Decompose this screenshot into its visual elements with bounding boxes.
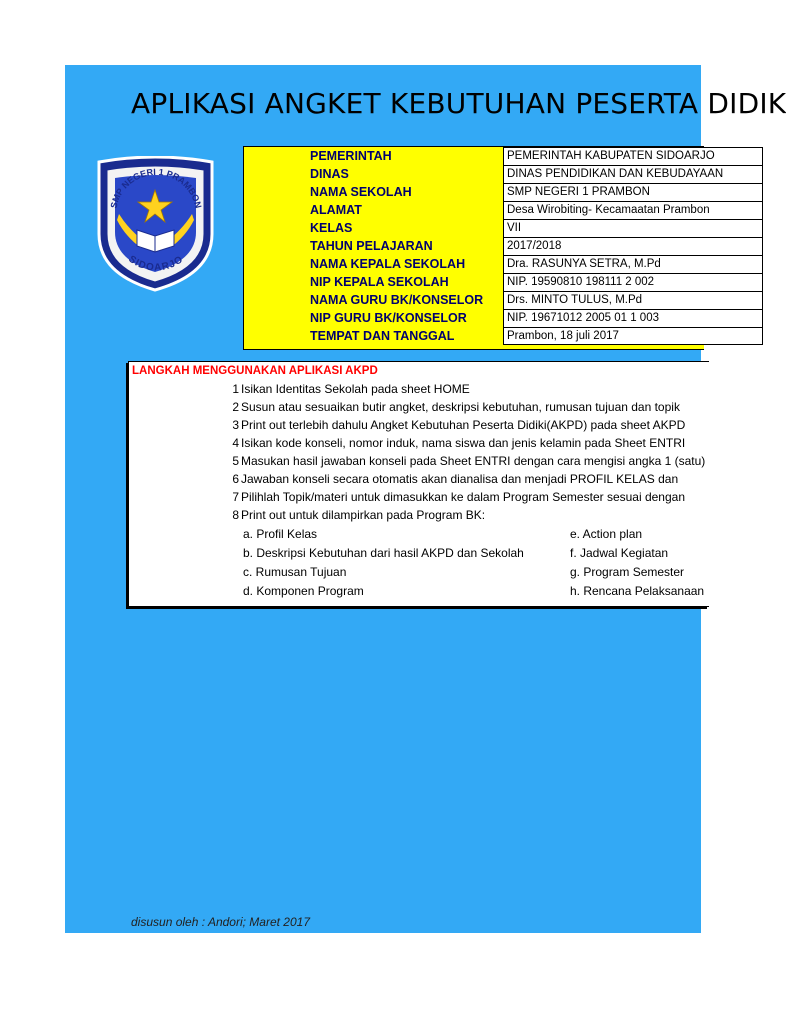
identity-value-cell[interactable]: NIP. 19590810 198111 2 002 — [503, 273, 763, 291]
identity-label: PEMERINTAH — [310, 149, 392, 163]
steps-heading: LANGKAH MENGGUNAKAN APLIKASI AKPD — [132, 365, 378, 377]
attachment-item: d. Komponen Program — [243, 584, 364, 598]
attachment-item: f. Jadwal Kegiatan — [570, 546, 669, 560]
attachment-item: c. Rumusan Tujuan — [243, 565, 347, 579]
step-number: 2 — [232, 400, 239, 414]
identity-value-cell[interactable]: 2017/2018 — [503, 237, 763, 255]
logo-top-text: SMP NEGERI 1 PRAMBON — [108, 166, 204, 210]
attachment-item: h. Rencana Pelaksanaan — [570, 584, 705, 598]
step-item — [229, 471, 678, 487]
step-text: Susun atau sesuaikan butir angket, deskripsi kebutuhan, rumusan tujuan dan topik — [241, 400, 680, 414]
identity-value-cell[interactable]: Dra. RASUNYA SETRA, M.Pd — [503, 255, 763, 273]
attachment-item: g. Program Semester — [570, 565, 685, 579]
step-number: 8 — [232, 508, 239, 522]
school-identity-table — [243, 146, 724, 350]
identity-value-cell[interactable]: NIP. 19671012 2005 01 1 003 — [503, 309, 763, 327]
page-title: APLIKASI ANGKET KEBUTUHAN PESERTA DIDIK — [131, 87, 786, 120]
identity-label: NAMA SEKOLAH — [310, 185, 412, 199]
identity-value-cell[interactable]: VII — [503, 219, 763, 237]
identity-label: NAMA GURU BK/KONSELOR — [310, 293, 484, 307]
usage-steps-panel — [128, 361, 709, 607]
step-item — [229, 417, 685, 433]
logo-bottom-text: SIDOARJO — [126, 253, 186, 274]
identity-value-cell[interactable]: DINAS PENDIDIKAN DAN KEBUDAYAAN — [503, 165, 763, 183]
identity-label: DINAS — [310, 167, 349, 181]
identity-label: TEMPAT DAN TANGGAL — [310, 329, 455, 343]
identity-label: NIP GURU BK/KONSELOR — [310, 311, 467, 325]
author-credit: disusun oleh : Andori; Maret 2017 — [131, 915, 310, 929]
step-text: Print out terlebih dahulu Angket Kebutuhan Peserta Didiki(AKPD) pada sheet AKPD — [241, 418, 686, 432]
step-text: Pilihlah Topik/materi untuk dimasukkan ke dalam Program Semester sesuai dengan — [241, 490, 686, 504]
identity-label: TAHUN PELAJARAN — [310, 239, 433, 253]
identity-label: NAMA KEPALA SEKOLAH — [310, 257, 466, 271]
step-number: 6 — [232, 472, 239, 486]
step-number: 5 — [232, 454, 239, 468]
identity-value-cell[interactable]: Desa Wirobiting- Kecamaatan Prambon — [503, 201, 763, 219]
identity-label: KELAS — [310, 221, 353, 235]
step-number: 1 — [232, 382, 239, 396]
identity-label: NIP KEPALA SEKOLAH — [310, 275, 449, 289]
step-text: Print out untuk dilampirkan pada Program BK: — [241, 508, 486, 522]
step-text: Isikan kode konseli, nomor induk, nama siswa dan jenis kelamin pada Sheet ENTRI — [241, 436, 686, 450]
step-text: Masukan hasil jawaban konseli pada Sheet ENTRI dengan cara mengisi angka 1 (satu) — [241, 454, 706, 468]
spreadsheet-sheet — [65, 65, 786, 933]
step-item — [229, 435, 685, 451]
step-number: 7 — [232, 490, 239, 504]
school-logo — [95, 156, 216, 292]
step-item — [229, 507, 485, 523]
identity-value-cell[interactable]: PEMERINTAH KABUPATEN SIDOARJO — [503, 147, 763, 165]
attachment-item: e. Action plan — [570, 527, 643, 541]
step-text: Jawaban konseli secara otomatis akan dianalisa dan menjadi PROFIL KELAS dan — [241, 472, 679, 486]
step-item — [229, 381, 470, 397]
step-item — [229, 453, 705, 469]
step-number: 3 — [232, 418, 239, 432]
step-item — [229, 399, 680, 415]
identity-value-cell[interactable]: Prambon, 18 juli 2017 — [503, 327, 763, 345]
attachment-item: b. Deskripsi Kebutuhan dari hasil AKPD dan Sekolah — [243, 546, 524, 560]
attachment-item: a. Profil Kelas — [243, 527, 318, 541]
identity-value-cell[interactable]: Drs. MINTO TULUS, M.Pd — [503, 291, 763, 309]
step-item — [229, 489, 685, 505]
step-text: Isikan Identitas Sekolah pada sheet HOME — [241, 382, 470, 396]
identity-label: ALAMAT — [310, 203, 362, 217]
identity-value-cell[interactable]: SMP NEGERI 1 PRAMBON — [503, 183, 763, 201]
step-number: 4 — [232, 436, 239, 450]
